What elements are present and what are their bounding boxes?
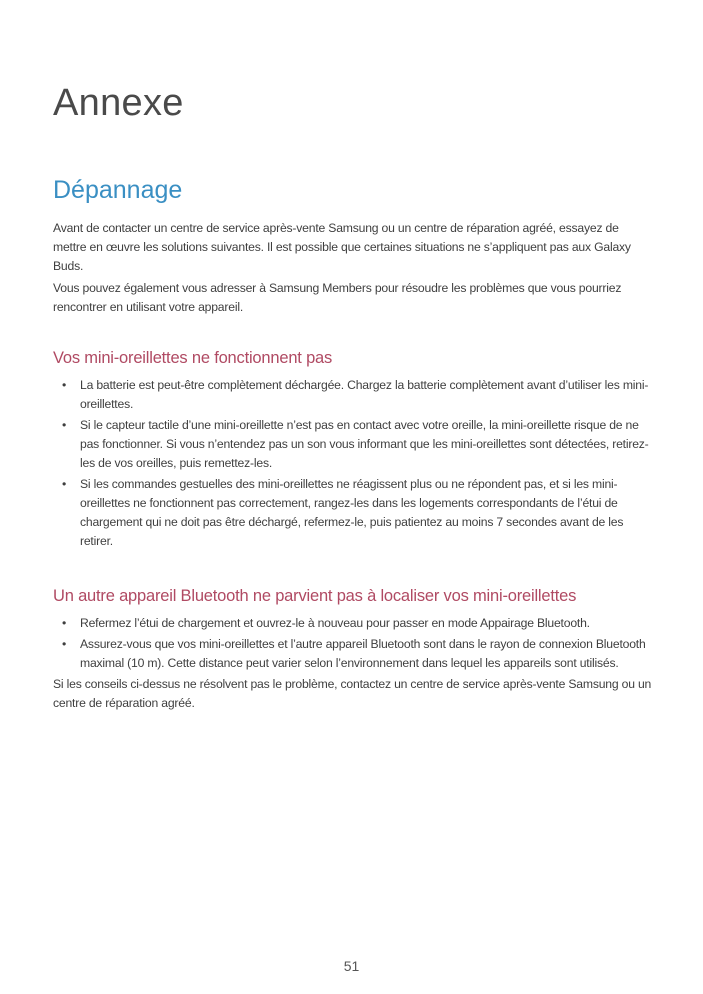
intro-paragraph: Avant de contacter un centre de service après-vente Samsung ou un centre de réparation agréé, essayez de mettre en œuvre les solutions suivantes. Il est possible que certaines situations ne s’appliquent pas aux Galaxy Buds. [53,221,631,273]
list-item-text: Si les commandes gestuelles des mini-oreillettes ne réagissent plus ou ne répondent pas, et si les mini-oreillettes ne fonctionnent pas correctement, rangez-les dans les logements correspondants de l’étui de chargement qui ne doit pas être déchargé, refermez-le, puis patientez au moins 7 secondes avant de les retirer. [80,477,624,548]
list-item-text: Assurez-vous que vos mini-oreillettes et l’autre appareil Bluetooth sont dans le rayon de connexion Bluetooth maximal (10 m). Cette distance peut varier selon l’environnement dans lequel les appareils sont utilisés. [80,637,646,670]
bullet-icon: • [62,637,67,651]
subsection-bluetooth-not-found [53,587,653,713]
section-intro [53,219,653,320]
bullet-icon: • [62,378,67,392]
list-item [53,635,653,673]
closing-paragraph: Si les conseils ci-dessus ne résolvent pas le problème, contactez un centre de service après-vente Samsung ou un centre de réparation agréé. [53,677,652,710]
subsection-earbuds-not-working [53,349,653,553]
intro-paragraph: Vous pouvez également vous adresser à Samsung Members pour résoudre les problèmes que vous pourriez rencontrer en utilisant votre appareil. [53,281,622,314]
bullet-icon: • [62,477,67,491]
page-number: 51 [343,958,360,974]
list-item-text: Refermez l’étui de chargement et ouvrez-le à nouveau pour passer en mode Appairage Bluetooth. [80,616,590,630]
section-title: Dépannage [53,176,183,204]
list-item [53,614,653,633]
bullet-icon: • [62,616,67,630]
list-item-text: La batterie est peut-être complètement déchargée. Chargez la batterie complètement avant d’utiliser les mini-oreillettes. [80,378,649,411]
bullet-icon: • [62,418,67,432]
list-item-text: Si le capteur tactile d’une mini-oreillette n’est pas en contact avec votre oreille, la mini-oreillette risque de ne pas fonctionner. Si vous n’entendez pas un son vous informant que les mini-oreillettes sont détectées, retirez-les de vos oreilles, puis remettez-les. [80,418,649,470]
chapter-title: Annexe [53,82,184,124]
subsection-title: Vos mini-oreillettes ne fonctionnent pas [53,349,333,367]
list-item [53,416,653,473]
subsection-title: Un autre appareil Bluetooth ne parvient pas à localiser vos mini-oreillettes [53,587,577,605]
bullet-list [53,614,653,673]
bullet-list [53,376,653,551]
list-item [53,376,653,414]
list-item [53,475,653,551]
